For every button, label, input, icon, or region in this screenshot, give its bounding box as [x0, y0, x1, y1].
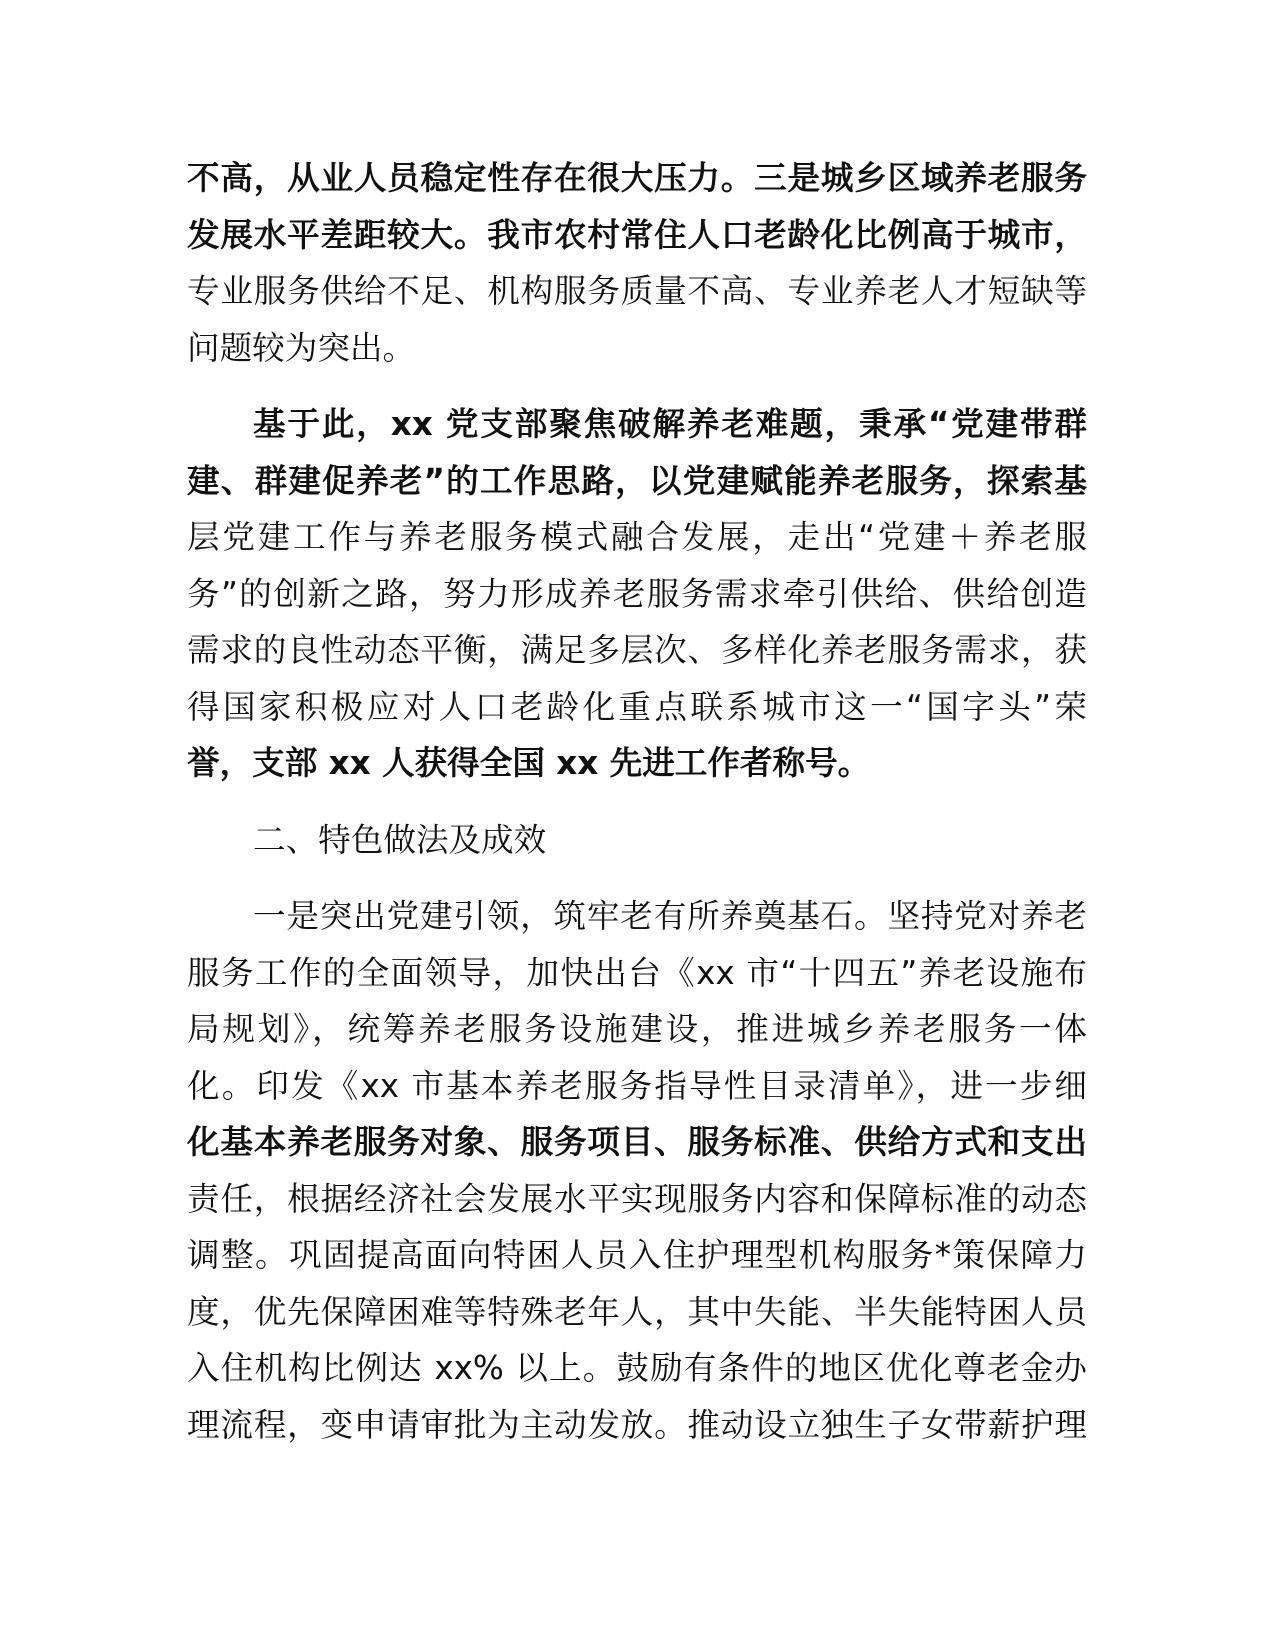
document-page [187, 150, 1087, 1453]
text-line: 调整。巩固提高面向特困人员入住护理型机构服务*策保障力 [187, 1236, 1087, 1274]
text-line: 需求的良性动态平衡，满足多层次、多样化养老服务需求，获 [187, 631, 1087, 669]
text-line: 务”的创新之路，努力形成养老服务需求牵引供给、供给创造 [187, 574, 1087, 613]
section-heading [187, 812, 1087, 869]
paragraph-gap [187, 376, 1087, 396]
text-line: 一是突出党建引领，筑牢老有所养奠基石。坚持党对养老 [253, 897, 1087, 935]
text-line: 基于此，xx 党支部聚焦破解养老难题，秉承“党建带群 [253, 405, 1087, 443]
text-line: 专业服务供给不足、机构服务质量不高、专业养老人才短缺等 [187, 272, 1087, 310]
paragraph-2 [187, 396, 1087, 792]
text-line: 建、群建促养老”的工作思路，以党建赋能养老服务，探索基 [187, 461, 1087, 500]
section-heading-text: 二、特色做法及成效 [253, 820, 547, 859]
text-line: 得国家积极应对人口老龄化重点联系城市这一“国字头”荣 [187, 687, 1087, 726]
text-line: 问题较为突出。 [187, 328, 416, 367]
text-line: 局规划》，统筹养老服务设施建设，推进城乡养老服务一体 [187, 1010, 1087, 1048]
text-line: 化。印发《xx 市基本养老服务指导性目录清单》，进一步细 [187, 1066, 1087, 1105]
text-line: 誉，支部 xx 人获得全国 xx 先进工作者称号。 [187, 744, 871, 782]
paragraph-gap [187, 868, 1087, 888]
paragraph-1 [187, 150, 1087, 376]
text-line: 理流程，变申请审批为主动发放。推动设立独生子女带薪护理 [187, 1405, 1087, 1444]
text-line: 度，优先保障困难等特殊老年人，其中失能、半失能特困人员 [187, 1292, 1087, 1331]
text-line: 入住机构比例达 xx% 以上。鼓励有条件的地区优化尊老金办 [187, 1349, 1087, 1387]
paragraph-gap [187, 792, 1087, 812]
text-line: 服务工作的全面领导，加快出台《xx 市“十四五”养老设施布 [187, 953, 1087, 992]
text-line: 不高，从业人员稳定性存在很大压力。三是城乡区域养老服务 [187, 159, 1087, 197]
paragraph-3 [187, 888, 1087, 1453]
text-line: 层党建工作与养老服务模式融合发展，走出“党建＋养老服 [187, 518, 1087, 556]
text-line: 发展水平差距较大。我市农村常住人口老龄化比例高于城市， [187, 215, 1087, 254]
text-line: 化基本养老服务对象、服务项目、服务标准、供给方式和支出 [187, 1123, 1087, 1161]
text-line: 责任，根据经济社会发展水平实现服务内容和保障标准的动态 [187, 1179, 1087, 1218]
